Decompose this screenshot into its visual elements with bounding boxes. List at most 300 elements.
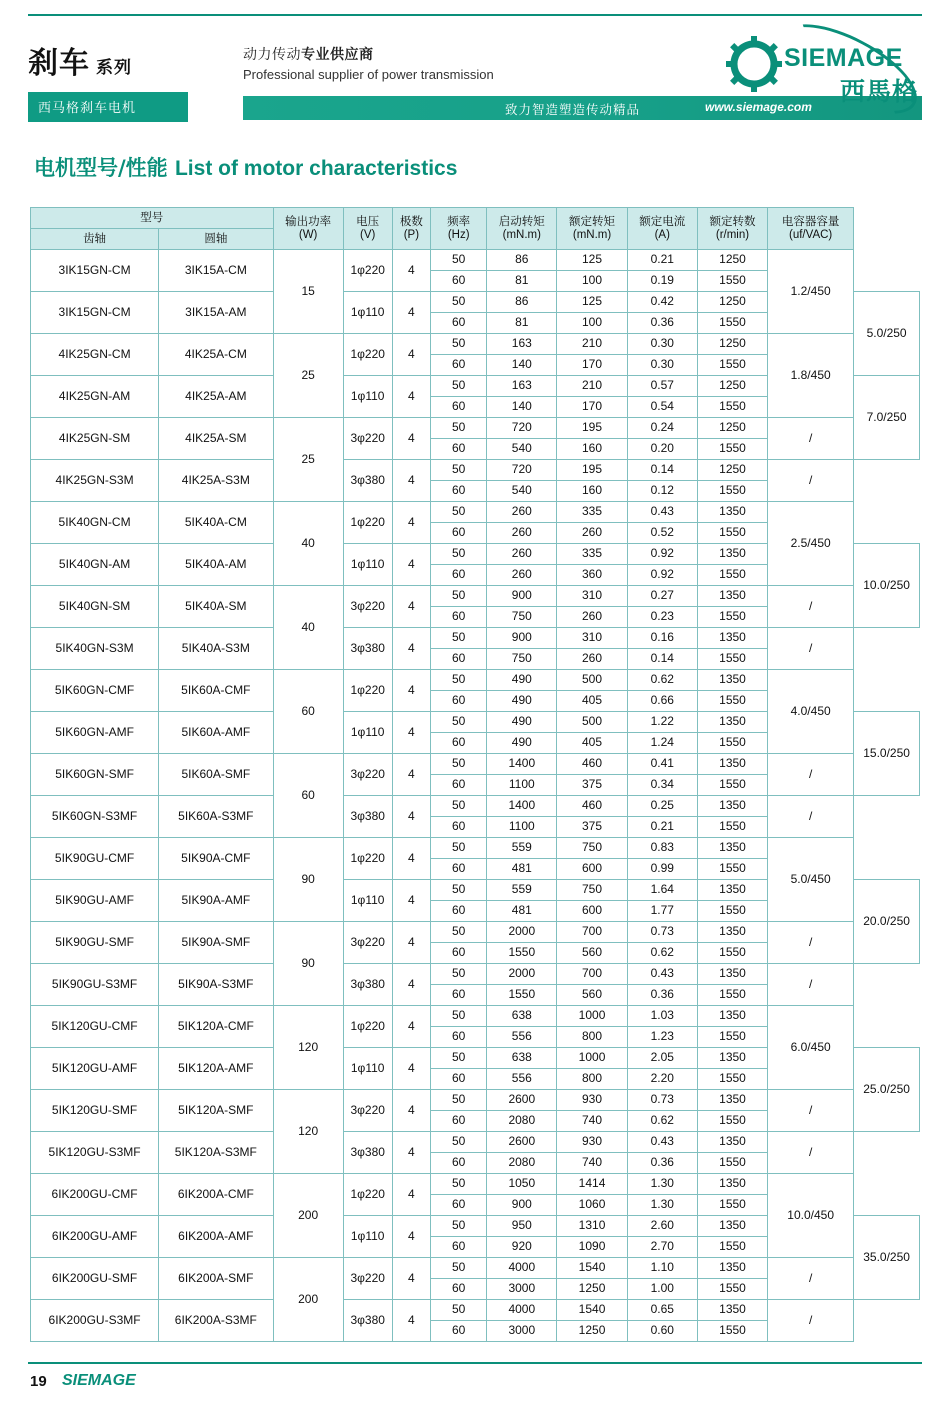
cell-model-round: 5IK120A-AMF	[159, 1048, 273, 1090]
cell-rated-torque: 930	[557, 1090, 627, 1111]
cell-starting-torque: 260	[487, 565, 557, 586]
cell-voltage: 1φ220	[343, 838, 392, 880]
cell-voltage: 3φ380	[343, 628, 392, 670]
cell-rated-speed: 1350	[697, 1258, 767, 1279]
cell-rated-torque: 1540	[557, 1300, 627, 1321]
cell-starting-torque: 559	[487, 838, 557, 859]
cell-rated-torque: 1000	[557, 1006, 627, 1027]
cell-frequency: 50	[431, 1048, 487, 1069]
tagline-cn-part1: 动力传动	[243, 47, 301, 63]
cell-rated-torque: 930	[557, 1132, 627, 1153]
cell-rated-current: 0.43	[627, 502, 697, 523]
cell-starting-torque: 1550	[487, 943, 557, 964]
cell-poles: 4	[392, 922, 431, 964]
footer-logo: SIEMAGE	[62, 1372, 136, 1389]
cell-voltage: 1φ220	[343, 502, 392, 544]
cell-rated-torque: 375	[557, 775, 627, 796]
cell-frequency: 60	[431, 943, 487, 964]
cell-model-gear: 5IK90GU-CMF	[31, 838, 159, 880]
cell-rated-speed: 1350	[697, 1006, 767, 1027]
logo-text-cn: 西馬格	[840, 77, 919, 106]
cell-starting-torque: 490	[487, 670, 557, 691]
cell-rated-torque: 195	[557, 460, 627, 481]
cell-model-round: 5IK90A-AMF	[159, 880, 273, 922]
cell-poles: 4	[392, 460, 431, 502]
cell-rated-current: 0.83	[627, 838, 697, 859]
cell-poles: 4	[392, 628, 431, 670]
cell-rated-current: 0.62	[627, 670, 697, 691]
cell-frequency: 50	[431, 880, 487, 901]
cell-rated-torque: 125	[557, 250, 627, 271]
cell-capacitor: /	[768, 754, 854, 796]
cell-starting-torque: 260	[487, 544, 557, 565]
cell-rated-speed: 1550	[697, 271, 767, 292]
cell-rated-speed: 1550	[697, 313, 767, 334]
tagline-en: Professional supplier of power transmission	[243, 67, 494, 82]
cell-rated-speed: 1550	[697, 775, 767, 796]
cell-voltage: 3φ380	[343, 964, 392, 1006]
cell-starting-torque: 920	[487, 1237, 557, 1258]
cell-frequency: 60	[431, 1195, 487, 1216]
header-voltage: 电压 (V)	[343, 208, 392, 250]
cell-model-gear: 4IK25GN-SM	[31, 418, 159, 460]
cell-rated-speed: 1550	[697, 901, 767, 922]
cell-rated-torque: 310	[557, 586, 627, 607]
cell-frequency: 60	[431, 313, 487, 334]
cell-capacitor: /	[768, 628, 854, 670]
cell-frequency: 50	[431, 1300, 487, 1321]
cell-frequency: 50	[431, 250, 487, 271]
cell-output-power: 200	[273, 1174, 343, 1258]
cell-rated-current: 2.60	[627, 1216, 697, 1237]
cell-poles: 4	[392, 712, 431, 754]
cell-starting-torque: 260	[487, 523, 557, 544]
cell-rated-torque: 170	[557, 355, 627, 376]
cell-rated-speed: 1550	[697, 397, 767, 418]
cell-rated-torque: 750	[557, 838, 627, 859]
cell-model-round: 5IK60A-S3MF	[159, 796, 273, 838]
cell-frequency: 50	[431, 1006, 487, 1027]
table-row	[31, 460, 920, 481]
cell-rated-torque: 170	[557, 397, 627, 418]
cell-rated-current: 1.22	[627, 712, 697, 733]
cell-output-power: 25	[273, 334, 343, 418]
top-divider	[28, 14, 922, 16]
table-row	[31, 250, 920, 271]
cell-rated-torque: 405	[557, 691, 627, 712]
cell-starting-torque: 900	[487, 628, 557, 649]
cell-rated-current: 0.25	[627, 796, 697, 817]
cell-rated-current: 1.23	[627, 1027, 697, 1048]
cell-model-gear: 5IK40GN-S3M	[31, 628, 159, 670]
cell-model-gear: 5IK90GU-AMF	[31, 880, 159, 922]
cell-voltage: 1φ110	[343, 376, 392, 418]
table-head	[31, 208, 920, 250]
cell-model-gear: 4IK25GN-S3M	[31, 460, 159, 502]
cell-rated-current: 0.43	[627, 964, 697, 985]
cell-rated-speed: 1550	[697, 1279, 767, 1300]
cell-rated-current: 0.66	[627, 691, 697, 712]
header-model-gear: 齿轴	[31, 229, 159, 250]
cell-model-gear: 5IK60GN-AMF	[31, 712, 159, 754]
cell-model-round: 6IK200A-SMF	[159, 1258, 273, 1300]
cell-starting-torque: 2000	[487, 964, 557, 985]
cell-poles: 4	[392, 754, 431, 796]
brand-title-main: 刹车	[28, 46, 90, 81]
cell-poles: 4	[392, 292, 431, 334]
cell-poles: 4	[392, 1258, 431, 1300]
cell-rated-current: 0.16	[627, 628, 697, 649]
cell-frequency: 60	[431, 271, 487, 292]
cell-rated-torque: 460	[557, 754, 627, 775]
cell-rated-torque: 125	[557, 292, 627, 313]
company-logo	[722, 30, 922, 110]
header-starting-torque: 启动转矩 (mN.m)	[487, 208, 557, 250]
cell-rated-torque: 1090	[557, 1237, 627, 1258]
page-title-cn: 电机型号/性能	[34, 156, 168, 180]
cell-model-gear: 3IK15GN-CM	[31, 250, 159, 292]
cell-frequency: 50	[431, 418, 487, 439]
cell-rated-current: 0.30	[627, 334, 697, 355]
cell-voltage: 1φ110	[343, 292, 392, 334]
cell-poles: 4	[392, 376, 431, 418]
cell-rated-current: 0.73	[627, 922, 697, 943]
cell-model-gear: 5IK120GU-SMF	[31, 1090, 159, 1132]
cell-voltage: 1φ110	[343, 712, 392, 754]
cell-model-gear: 5IK40GN-SM	[31, 586, 159, 628]
cell-rated-current: 0.23	[627, 607, 697, 628]
cell-model-gear: 6IK200GU-SMF	[31, 1258, 159, 1300]
cell-capacitor: /	[768, 1300, 854, 1342]
strip-website-link[interactable]: www.siemage.com	[705, 100, 812, 114]
cell-starting-torque: 2600	[487, 1132, 557, 1153]
cell-rated-torque: 335	[557, 502, 627, 523]
cell-poles: 4	[392, 1048, 431, 1090]
cell-rated-torque: 1540	[557, 1258, 627, 1279]
cell-starting-torque: 556	[487, 1069, 557, 1090]
table-row	[31, 1174, 920, 1195]
cell-voltage: 3φ220	[343, 418, 392, 460]
cell-starting-torque: 638	[487, 1048, 557, 1069]
cell-rated-current: 0.21	[627, 817, 697, 838]
cell-rated-speed: 1550	[697, 985, 767, 1006]
cell-model-gear: 6IK200GU-S3MF	[31, 1300, 159, 1342]
cell-rated-speed: 1350	[697, 544, 767, 565]
cell-poles: 4	[392, 1132, 431, 1174]
cell-frequency: 60	[431, 649, 487, 670]
table-row	[31, 922, 920, 943]
cell-voltage: 3φ220	[343, 922, 392, 964]
cell-voltage: 3φ220	[343, 586, 392, 628]
header-capacitor: 电容器容量 (uf/VAC)	[768, 208, 854, 250]
cell-rated-torque: 460	[557, 796, 627, 817]
tagline-cn	[243, 44, 663, 64]
cell-rated-current: 1.00	[627, 1279, 697, 1300]
gear-icon	[726, 36, 782, 97]
table-row	[31, 1006, 920, 1027]
cell-rated-current: 0.99	[627, 859, 697, 880]
cell-rated-speed: 1350	[697, 1132, 767, 1153]
cell-rated-torque: 100	[557, 313, 627, 334]
cell-starting-torque: 540	[487, 439, 557, 460]
cell-model-round: 6IK200A-AMF	[159, 1216, 273, 1258]
cell-rated-current: 1.24	[627, 733, 697, 754]
cell-rated-current: 0.20	[627, 439, 697, 460]
cell-rated-torque: 560	[557, 985, 627, 1006]
cell-poles: 4	[392, 418, 431, 460]
page-header	[28, 30, 922, 122]
cell-capacitor: /	[768, 1258, 854, 1300]
cell-rated-current: 1.30	[627, 1174, 697, 1195]
cell-voltage: 3φ380	[343, 1132, 392, 1174]
cell-starting-torque: 481	[487, 859, 557, 880]
cell-model-gear: 5IK120GU-AMF	[31, 1048, 159, 1090]
cell-poles: 4	[392, 1090, 431, 1132]
cell-model-round: 5IK40A-CM	[159, 502, 273, 544]
cell-capacitor: /	[768, 1132, 854, 1174]
cell-rated-torque: 750	[557, 880, 627, 901]
page-title-en: List of motor characteristics	[174, 157, 458, 180]
cell-rated-speed: 1250	[697, 292, 767, 313]
cell-poles: 4	[392, 1216, 431, 1258]
cell-frequency: 60	[431, 481, 487, 502]
cell-frequency: 60	[431, 439, 487, 460]
cell-frequency: 50	[431, 964, 487, 985]
cell-voltage: 1φ220	[343, 670, 392, 712]
cell-frequency: 50	[431, 754, 487, 775]
cell-starting-torque: 490	[487, 691, 557, 712]
cell-model-round: 5IK40A-SM	[159, 586, 273, 628]
cell-poles: 4	[392, 796, 431, 838]
cell-rated-current: 0.14	[627, 460, 697, 481]
cell-frequency: 50	[431, 1258, 487, 1279]
cell-rated-torque: 360	[557, 565, 627, 586]
cell-starting-torque: 81	[487, 271, 557, 292]
cell-capacitor: /	[768, 964, 854, 1006]
cell-rated-speed: 1550	[697, 691, 767, 712]
cell-model-gear: 5IK40GN-CM	[31, 502, 159, 544]
cell-rated-current: 0.36	[627, 313, 697, 334]
cell-voltage: 1φ110	[343, 1048, 392, 1090]
cell-rated-speed: 1550	[697, 1153, 767, 1174]
cell-starting-torque: 140	[487, 355, 557, 376]
cell-rated-torque: 260	[557, 523, 627, 544]
cell-rated-current: 0.62	[627, 943, 697, 964]
cell-frequency: 50	[431, 796, 487, 817]
logo-text-en: SIEMAGE	[784, 44, 903, 72]
brand-title-series: 系列	[96, 58, 132, 78]
cell-rated-torque: 210	[557, 376, 627, 397]
cell-model-round: 3IK15A-AM	[159, 292, 273, 334]
cell-frequency: 60	[431, 733, 487, 754]
cell-rated-speed: 1550	[697, 355, 767, 376]
cell-rated-speed: 1350	[697, 1216, 767, 1237]
cell-model-round: 5IK90A-SMF	[159, 922, 273, 964]
cell-model-round: 4IK25A-S3M	[159, 460, 273, 502]
cell-starting-torque: 490	[487, 712, 557, 733]
cell-starting-torque: 3000	[487, 1321, 557, 1342]
cell-output-power: 90	[273, 922, 343, 1006]
cell-frequency: 60	[431, 1153, 487, 1174]
cell-model-gear: 3IK15GN-CM	[31, 292, 159, 334]
page-number: 19	[30, 1373, 47, 1390]
cell-capacitor: 6.0/450	[768, 1006, 854, 1090]
cell-capacitor: /	[768, 460, 854, 502]
cell-rated-torque: 500	[557, 670, 627, 691]
cell-model-gear: 5IK40GN-AM	[31, 544, 159, 586]
cell-starting-torque: 556	[487, 1027, 557, 1048]
cell-starting-torque: 163	[487, 376, 557, 397]
cell-rated-torque: 700	[557, 922, 627, 943]
motor-characteristics-table	[30, 207, 920, 1342]
cell-rated-speed: 1350	[697, 628, 767, 649]
cell-rated-current: 0.42	[627, 292, 697, 313]
cell-rated-torque: 740	[557, 1153, 627, 1174]
cell-starting-torque: 481	[487, 901, 557, 922]
cell-rated-speed: 1250	[697, 250, 767, 271]
cell-output-power: 15	[273, 250, 343, 334]
cell-starting-torque: 86	[487, 292, 557, 313]
cell-rated-current: 0.19	[627, 271, 697, 292]
cell-frequency: 50	[431, 922, 487, 943]
cell-rated-current: 0.34	[627, 775, 697, 796]
cell-rated-torque: 600	[557, 901, 627, 922]
cell-rated-torque: 700	[557, 964, 627, 985]
cell-starting-torque: 140	[487, 397, 557, 418]
cell-rated-speed: 1550	[697, 439, 767, 460]
cell-voltage: 1φ220	[343, 250, 392, 292]
header-poles: 极数 (P)	[392, 208, 431, 250]
cell-frequency: 60	[431, 1279, 487, 1300]
cell-poles: 4	[392, 880, 431, 922]
table-row	[31, 1090, 920, 1111]
cell-capacitor: 10.0/450	[768, 1174, 854, 1258]
cell-starting-torque: 1100	[487, 817, 557, 838]
cell-poles: 4	[392, 502, 431, 544]
cell-frequency: 60	[431, 985, 487, 1006]
cell-rated-speed: 1350	[697, 502, 767, 523]
header-model-group: 型号	[31, 208, 274, 229]
cell-rated-torque: 100	[557, 271, 627, 292]
cell-output-power: 120	[273, 1090, 343, 1174]
cell-rated-current: 1.77	[627, 901, 697, 922]
cell-voltage: 1φ220	[343, 1006, 392, 1048]
cell-model-gear: 6IK200GU-AMF	[31, 1216, 159, 1258]
cell-starting-torque: 1050	[487, 1174, 557, 1195]
table-row	[31, 838, 920, 859]
cell-starting-torque: 950	[487, 1216, 557, 1237]
cell-model-gear: 6IK200GU-CMF	[31, 1174, 159, 1216]
cell-frequency: 50	[431, 376, 487, 397]
cell-starting-torque: 4000	[487, 1258, 557, 1279]
header-rated-torque: 额定转矩 (mN.m)	[557, 208, 627, 250]
cell-poles: 4	[392, 964, 431, 1006]
cell-rated-current: 0.92	[627, 544, 697, 565]
cell-output-power: 60	[273, 670, 343, 754]
cell-rated-speed: 1550	[697, 817, 767, 838]
cell-rated-current: 2.20	[627, 1069, 697, 1090]
cell-frequency: 50	[431, 838, 487, 859]
cell-starting-torque: 490	[487, 733, 557, 754]
cell-rated-torque: 260	[557, 649, 627, 670]
cell-frequency: 60	[431, 1069, 487, 1090]
cell-model-round: 4IK25A-SM	[159, 418, 273, 460]
cell-voltage: 3φ220	[343, 1090, 392, 1132]
cell-rated-speed: 1350	[697, 712, 767, 733]
cell-frequency: 50	[431, 502, 487, 523]
cell-rated-current: 2.70	[627, 1237, 697, 1258]
cell-rated-speed: 1550	[697, 565, 767, 586]
cell-frequency: 50	[431, 1174, 487, 1195]
cell-rated-speed: 1550	[697, 607, 767, 628]
cell-model-round: 5IK90A-CMF	[159, 838, 273, 880]
cell-output-power: 120	[273, 1006, 343, 1090]
cell-rated-torque: 375	[557, 817, 627, 838]
cell-rated-speed: 1350	[697, 880, 767, 901]
cell-rated-speed: 1250	[697, 376, 767, 397]
cell-rated-speed: 1350	[697, 1300, 767, 1321]
cell-model-gear: 5IK90GU-S3MF	[31, 964, 159, 1006]
cell-starting-torque: 900	[487, 1195, 557, 1216]
cell-poles: 4	[392, 838, 431, 880]
cell-rated-current: 0.52	[627, 523, 697, 544]
cell-capacitor: 15.0/250	[854, 712, 920, 796]
cell-frequency: 50	[431, 334, 487, 355]
cell-frequency: 60	[431, 1321, 487, 1342]
cell-starting-torque: 4000	[487, 1300, 557, 1321]
cell-capacitor: 4.0/450	[768, 670, 854, 754]
table-row	[31, 502, 920, 523]
cell-rated-torque: 1250	[557, 1321, 627, 1342]
cell-rated-torque: 740	[557, 1111, 627, 1132]
cell-voltage: 3φ220	[343, 1258, 392, 1300]
cell-capacitor: 5.0/250	[854, 292, 920, 376]
cell-model-gear: 5IK120GU-CMF	[31, 1006, 159, 1048]
cell-rated-torque: 1000	[557, 1048, 627, 1069]
cell-starting-torque: 260	[487, 502, 557, 523]
cell-rated-current: 1.10	[627, 1258, 697, 1279]
table-row	[31, 1300, 920, 1321]
cell-starting-torque: 540	[487, 481, 557, 502]
cell-rated-torque: 800	[557, 1027, 627, 1048]
strip-slogan: 致力智造塑造传动精品	[505, 102, 641, 117]
table-row	[31, 964, 920, 985]
cell-rated-speed: 1350	[697, 922, 767, 943]
cell-rated-current: 0.12	[627, 481, 697, 502]
cell-output-power: 40	[273, 586, 343, 670]
cell-model-gear: 4IK25GN-CM	[31, 334, 159, 376]
cell-rated-torque: 260	[557, 607, 627, 628]
cell-rated-speed: 1550	[697, 1195, 767, 1216]
cell-frequency: 60	[431, 565, 487, 586]
cell-rated-current: 0.73	[627, 1090, 697, 1111]
cell-frequency: 60	[431, 901, 487, 922]
cell-rated-torque: 800	[557, 1069, 627, 1090]
cell-capacitor: /	[768, 922, 854, 964]
cell-model-round: 3IK15A-CM	[159, 250, 273, 292]
cell-rated-torque: 210	[557, 334, 627, 355]
cell-output-power: 25	[273, 418, 343, 502]
cell-poles: 4	[392, 334, 431, 376]
cell-rated-torque: 500	[557, 712, 627, 733]
table-row	[31, 334, 920, 355]
cell-rated-speed: 1550	[697, 1111, 767, 1132]
cell-rated-speed: 1350	[697, 1174, 767, 1195]
cell-model-gear: 5IK90GU-SMF	[31, 922, 159, 964]
cell-rated-speed: 1250	[697, 418, 767, 439]
cell-capacitor: /	[768, 1090, 854, 1132]
footer-divider	[28, 1362, 922, 1364]
